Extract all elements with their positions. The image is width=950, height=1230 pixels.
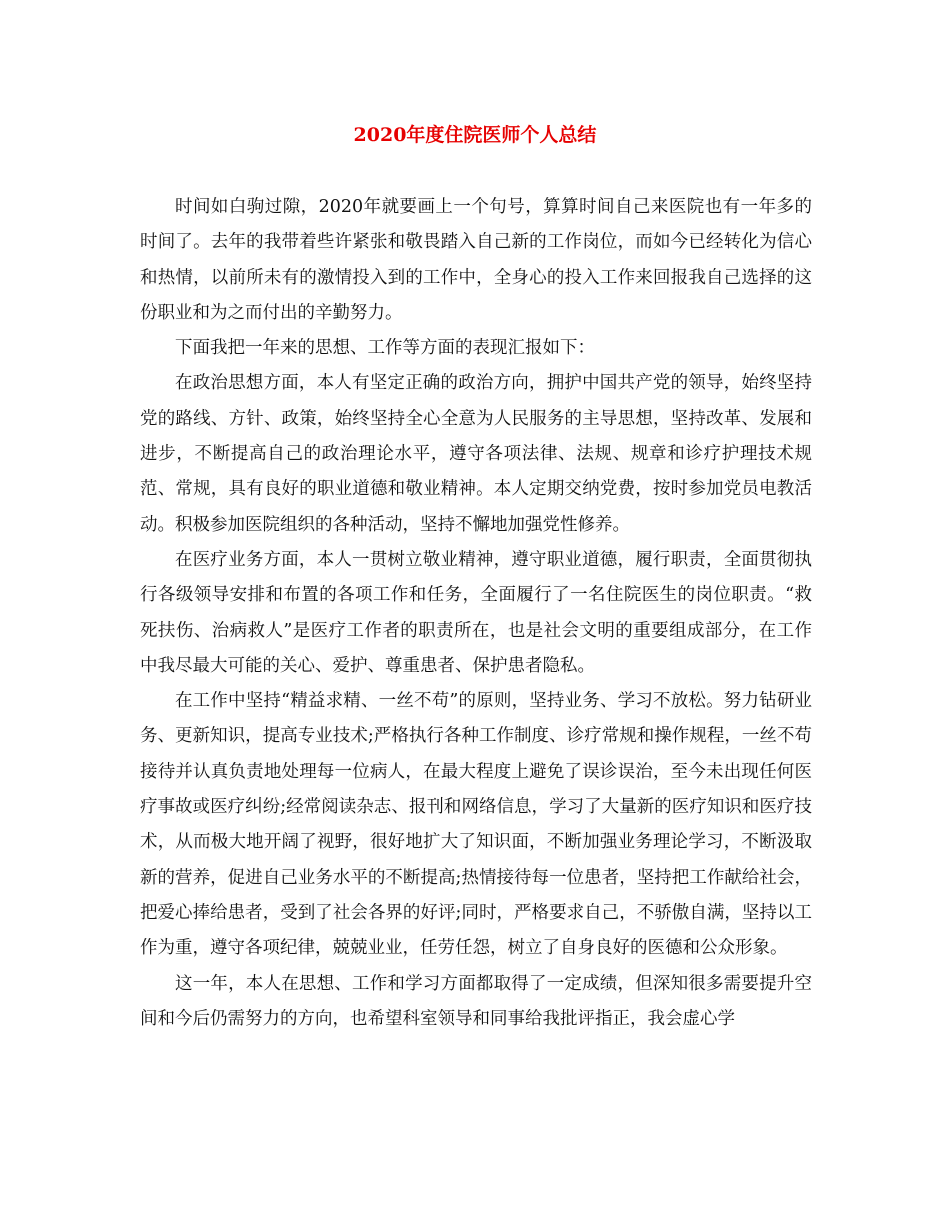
paragraph-political-thought: 在政治思想方面，本人有坚定正确的政治方向，拥护中国共产党的领导，始终坚持党的路线、方针、政策，始终坚持全心全意为人民服务的主导思想，坚持改革、发展和进步，不断提高自己的政治理论水平，遵守各项法律、法规、规章和诊疗护理技术规范、常规，具有良好的职业道德和敬业精神。本人定期交纳党费，按时参加党员电教活动。积极参加医院组织的各种活动，坚持不懈地加强党性修养。	[140, 373, 812, 535]
paragraph-report-lead: 下面我把一年来的思想、工作等方面的表现汇报如下：	[175, 338, 595, 359]
paragraph-work-principles: 在工作中坚持“精益求精、一丝不苟”的原则，坚持业务、学习不放松。努力钻研业务、更新知识，提高专业技术;严格执行各种工作制度、诊疗常规和操作规程，一丝不苟接待并认真负责地处理每一位病人，在最大程度上避免了误诊误治，至今未出现任何医疗事故或医疗纠纷;经常阅读杂志、报刊和网络信息，学习了大量新的医疗知识和医疗技术，从而极大地开阔了视野，很好地扩大了知识面，不断加强业务理论学习，不断汲取新的营养，促进自己业务水平的不断提高;热情接待每一位患者，坚持把工作献给社会，把爱心捧给患者，受到了社会各界的好评;同时，严格要求自己，不骄傲自满，坚持以工作为重，遵守各项纪律，兢兢业业，任劳任怨，树立了自身良好的医德和公众形象。	[140, 691, 812, 959]
paragraph-year-summary: 这一年，本人在思想、工作和学习方面都取得了一定成绩，但深知很多需要提升空间和今后仍需努力的方向，也希望科室领导和同事给我批评指正，我会虚心学	[140, 973, 812, 1029]
document-title: 2020年度住院医师个人总结	[353, 124, 597, 146]
document-body	[140, 190, 812, 1037]
paragraph-intro: 时间如白驹过隙，2020年就要画上一个句号，算算时间自己来医院也有一年多的时间了。去年的我带着些许紧张和敬畏踏入自己新的工作岗位，而如今已经转化为信心和热情，以前所未有的激情投入到的工作中，全身心的投入工作来回报我自己选择的这份职业和为之而付出的辛勤努力。	[140, 197, 812, 323]
paragraph-medical-work: 在医疗业务方面，本人一贯树立敬业精神，遵守职业道德，履行职责，全面贯彻执行各级领导安排和布置的各项工作和任务，全面履行了一名住院医生的岗位职责。“救死扶伤、治病救人”是医疗工作者的职责所在，也是社会文明的重要组成部分，在工作中我尽最大可能的关心、爱护、尊重患者、保护患者隐私。	[140, 549, 812, 676]
